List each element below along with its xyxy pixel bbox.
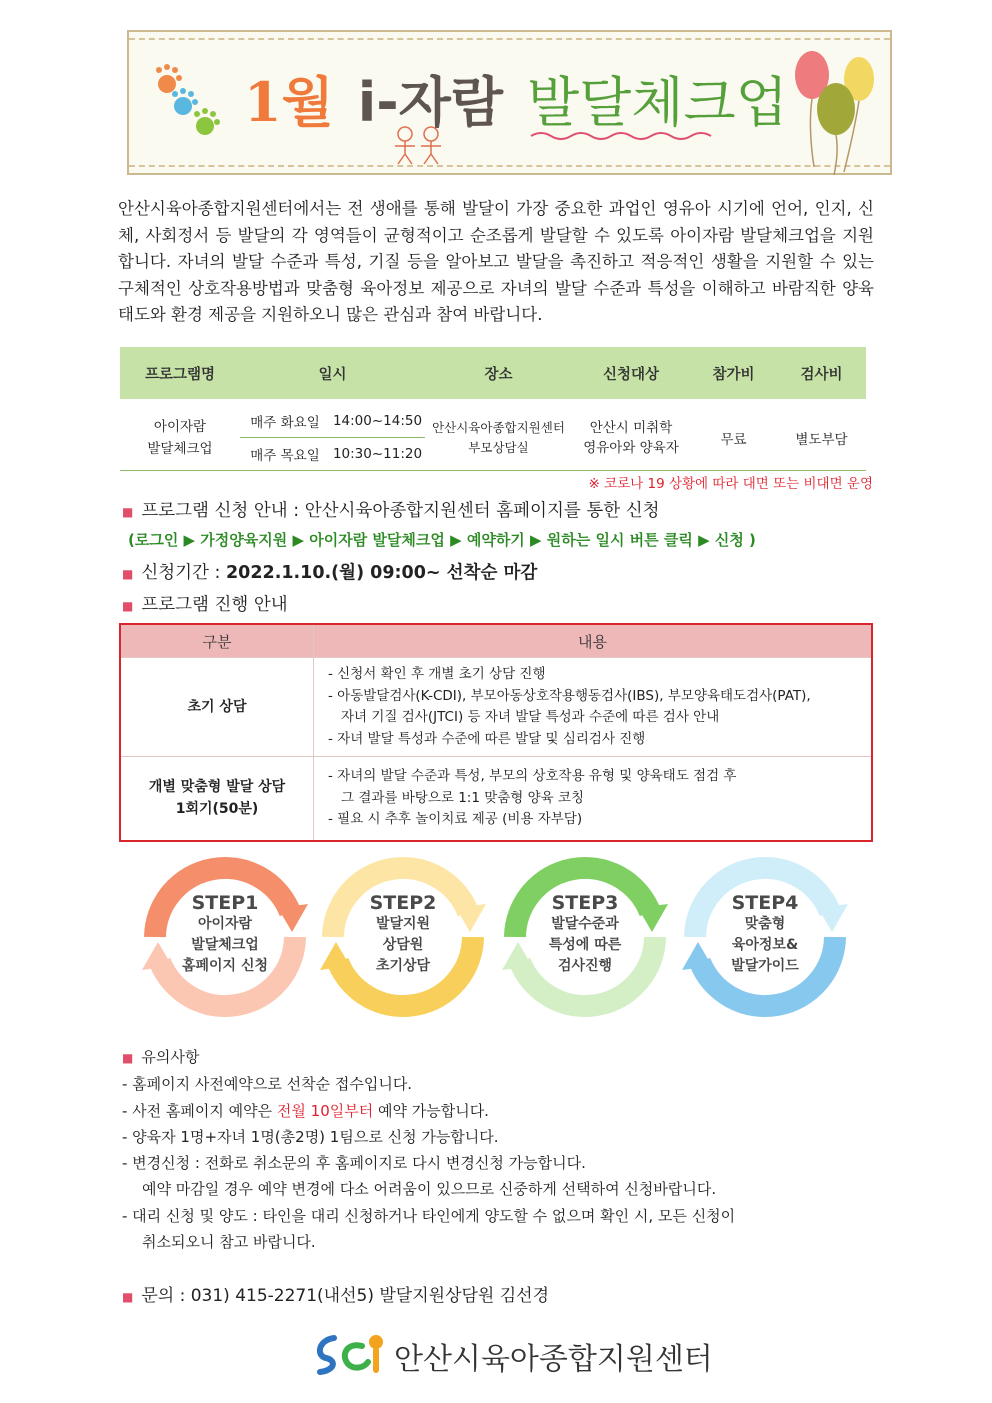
note-item: - 양육자 1명+자녀 1명(총2명) 1팀으로 신청 가능합니다. (122, 1127, 499, 1146)
place-line2: 부모상담실 (468, 439, 529, 455)
banner-check-up: 발달체크업 (527, 71, 788, 134)
step-2 (318, 852, 488, 1022)
note-item-continued: 예약 마감일 경우 예약 변경에 다소 어려움이 있으므로 신중하게 선택하여 신청바랍니다. (142, 1180, 717, 1199)
banner-month: 1월 (244, 70, 334, 134)
program-name-line2: 발달체크업 (147, 440, 213, 457)
step-2-line1: 발달지원 (375, 916, 431, 932)
content-line: - 신청서 확인 후 개별 초기 상담 진행 (328, 666, 546, 682)
notes-title (122, 1044, 735, 1071)
banner-title (244, 60, 788, 137)
note-text: - 사전 홈페이지 예약은 (122, 1101, 277, 1120)
note-item-continued: 취소되오니 참고 바랍니다. (142, 1233, 316, 1252)
bullet-square-icon: ■ (122, 505, 134, 519)
center-logo-name: 안산시육아종합지원센터 (394, 1342, 713, 1377)
apply-period (122, 559, 537, 584)
program-row (120, 399, 866, 438)
step-3-title: STEP3 (551, 892, 619, 914)
center-logo-mark-icon (312, 1330, 390, 1376)
test-fee-cell: 별도부담 (777, 399, 866, 471)
step-3 (500, 852, 670, 1022)
step-4-line2: 육아정보& (731, 937, 799, 953)
bullet-square-icon: ■ (122, 599, 134, 613)
kids-drawing-icon (391, 124, 451, 168)
apply-path: (로그인 ▶ 가정양육지원 ▶ 아이자람 발달체크업 ▶ 예약하기 ▶ 원하는 일시 버튼 클릭 ▶ 신청 ) (128, 531, 756, 549)
notes-section (122, 1044, 735, 1255)
banner-dashed-border-top (129, 38, 890, 40)
category-custom-consult (120, 757, 314, 841)
hand-prints-icon (147, 62, 227, 142)
content-custom-consult (314, 757, 873, 841)
period-value: 2022.1.10.(월) 09:00~ 선착순 마감 (226, 563, 538, 583)
period-label: 신청기간 : (141, 563, 226, 583)
note-item (122, 1098, 735, 1124)
step-4-line1: 맞춤형 (744, 916, 786, 932)
note-item: - 변경신청 : 전화로 취소문의 후 홈페이지로 다시 변경신청 가능합니다. (122, 1154, 586, 1173)
note-item: - 홈페이지 사전예약으로 선착순 접수입니다. (122, 1075, 413, 1094)
target-line2: 영유아와 양육자 (583, 439, 679, 456)
progress-title (122, 591, 288, 616)
header-target: 신청대상 (572, 347, 690, 399)
bullet-square-icon: ■ (122, 567, 134, 581)
bullet-square-icon: ■ (122, 1051, 134, 1065)
header-test-fee: 검사비 (777, 347, 866, 399)
program-name-line1: 아이자람 (153, 418, 207, 435)
step-4-title: STEP4 (731, 892, 799, 914)
intro-paragraph: 안산시육아종합지원센터에서는 전 생애를 통해 발달이 가장 중요한 과업인 영유아 시기에 언어, 인지, 신체, 사회정서 등 발달의 각 영역들이 균형적이고 순조롭게 발달할 수 있도록 아이자람 발달체크업을 지원합니다. 자녀의 발달 수준과 특성, 기질 등을 알아보고 발달을 촉진하고 적응적인 생활을 지원할 수 있는 구체적인 상호작용방법과 맞춤형 육아정보 제공으로 자녀의 발달 수준과 특성을 이해하고 바람직한 양육태도와 환경 제공을 지원하오니 많은 관심과 참여 바랍니다. (118, 199, 874, 324)
header-place: 장소 (425, 347, 572, 399)
banner-dashed-border-bottom (129, 165, 890, 167)
header-category: 구분 (120, 624, 314, 658)
place-cell (425, 399, 572, 471)
step-1-text (140, 892, 310, 977)
header-content: 내용 (314, 624, 873, 658)
time-thursday: 10:30~11:20 (330, 438, 425, 471)
fee-cell: 무료 (690, 399, 777, 471)
content-line: - 자녀의 발달 수준과 특성, 부모의 상호작용 유형 및 양육태도 점검 후 (328, 768, 737, 784)
category-custom-line2: 1회기(50분) (175, 801, 259, 818)
balloons-icon (784, 37, 884, 177)
step-4-text (680, 892, 850, 977)
note-text: 예약 가능합니다. (373, 1101, 489, 1120)
content-line: - 아동발달검사(K-CDI), 부모아동상호작용행동검사(IBS), 부모양육태도검사(PAT), (328, 687, 811, 704)
content-line: 자녀 기질 검사(JTCI) 등 자녀 발달 특성과 수준에 따른 검사 안내 (341, 709, 720, 725)
title-banner (127, 30, 892, 175)
step-3-line1: 발달수준과 (551, 916, 619, 932)
step-2-text (318, 892, 488, 977)
step-2-title: STEP2 (369, 892, 437, 914)
progress-row-initial (120, 658, 872, 757)
program-table (120, 347, 866, 471)
apply-info-text: 프로그램 신청 안내 : 안산시육아종합지원센터 홈페이지를 통한 신청 (141, 501, 660, 521)
banner-i-jaram: i-자람 (357, 71, 503, 134)
program-name-cell (120, 399, 240, 471)
content-line: - 자녀 발달 특성과 수준에 따른 발달 및 심리검사 진행 (328, 730, 646, 747)
center-logo (312, 1330, 713, 1377)
squiggle-underline (529, 128, 719, 144)
notes-title-text: 유의사항 (141, 1048, 200, 1066)
contact-line (122, 1281, 549, 1306)
step-3-line3: 검사진행 (557, 958, 613, 974)
contact-text: 문의 : 031) 415-2271(내선5) 발달지원상담원 김선경 (141, 1286, 550, 1306)
time-tuesday: 14:00~14:50 (330, 399, 425, 438)
progress-table (119, 623, 873, 842)
step-3-text (500, 892, 670, 977)
progress-table-header (120, 624, 872, 658)
step-2-line3: 초기상담 (375, 958, 431, 974)
program-table-header-row (120, 347, 866, 399)
step-1-title: STEP1 (191, 892, 259, 914)
bullet-square-icon: ■ (122, 1290, 134, 1304)
header-fee: 참가비 (690, 347, 777, 399)
content-line: 그 결과를 바탕으로 1:1 맞춤형 양육 코칭 (341, 789, 585, 806)
step-1-line2: 발달체크업 (191, 937, 259, 953)
apply-info (122, 497, 660, 522)
progress-row-custom (120, 757, 872, 841)
step-2-line2: 상담원 (382, 937, 424, 953)
step-3-line2: 특성에 따른 (548, 937, 622, 953)
note-item: - 대리 신청 및 양도 : 타인을 대리 신청하거나 타인에게 양도할 수 없으며 확인 시, 모든 신청이 (122, 1206, 736, 1225)
step-1 (140, 852, 310, 1022)
category-custom-line1: 개별 맞춤형 발달 상담 (148, 779, 286, 796)
content-line: - 필요 시 추후 놀이치료 제공 (비용 자부담) (328, 811, 583, 827)
covid-note: ※ 코로나 19 상황에 따라 대면 또는 비대면 운영 (588, 476, 873, 492)
day-tuesday: 매주 화요일 (240, 399, 330, 438)
day-thursday: 매주 목요일 (240, 438, 330, 471)
progress-title-text: 프로그램 진행 안내 (141, 595, 288, 615)
target-cell (572, 399, 690, 471)
content-initial-consult (314, 658, 873, 757)
note-highlight: 전월 10일부터 (276, 1101, 374, 1120)
place-line1: 안산시육아종합지원센터 (432, 419, 565, 435)
target-line1: 안산시 미취학 (589, 419, 673, 436)
step-1-line3: 홈페이지 신청 (181, 958, 269, 974)
category-initial-consult: 초기 상담 (120, 658, 314, 757)
header-datetime: 일시 (240, 347, 425, 399)
header-program-name: 프로그램명 (120, 347, 240, 399)
step-4-line3: 발달가이드 (731, 958, 799, 974)
step-1-line1: 아이자람 (197, 916, 253, 932)
step-4 (680, 852, 850, 1022)
